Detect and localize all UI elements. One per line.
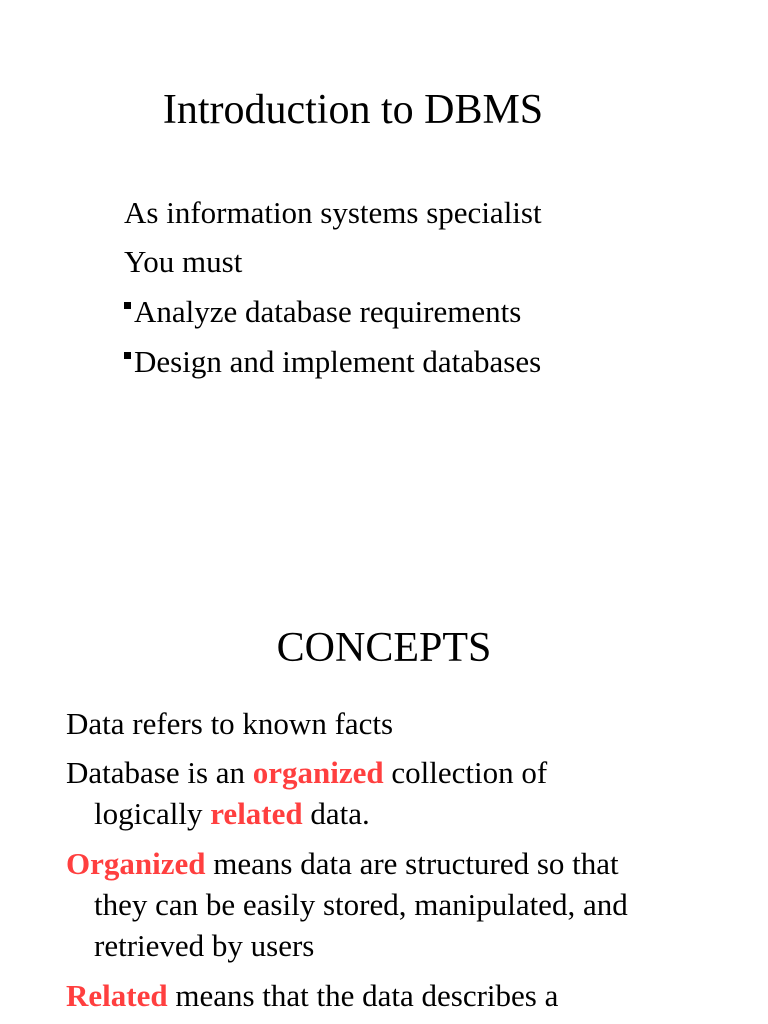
slide-title: Introduction to DBMS (162, 87, 544, 133)
highlight-term: organized (252, 755, 384, 790)
lead-line: You must (124, 244, 243, 279)
organized-definition-line-2: they can be easily stored, manipulated, and (94, 887, 628, 922)
square-bullet-icon (124, 352, 131, 359)
square-bullet-icon (124, 302, 131, 309)
organized-definition-line-1 (66, 848, 619, 879)
definition-text: means that the data describes a (167, 978, 559, 1013)
intro-line: As information systems specialist (124, 195, 542, 230)
highlight-term: Related (66, 978, 168, 1013)
data-definition: Data refers to known facts (66, 706, 394, 741)
highlight-term: related (210, 796, 303, 831)
bullet-text: Design and implement databases (134, 344, 542, 379)
slide-title: CONCEPTS (276, 625, 492, 671)
bullet-item (124, 296, 521, 327)
database-definition-line-1 (66, 757, 547, 788)
bullet-item (124, 346, 541, 377)
database-definition-line-2 (94, 798, 370, 829)
definition-text: logically (94, 796, 211, 831)
related-definition-line-1 (66, 980, 558, 1011)
definition-text: collection of (383, 755, 548, 790)
highlight-term: Organized (66, 846, 206, 881)
definition-text: means data are structured so that (205, 846, 619, 881)
definition-text: Database is an (66, 755, 253, 790)
bullet-text: Analyze database requirements (134, 294, 522, 329)
organized-definition-line-3: retrieved by users (94, 928, 315, 963)
definition-text: data. (302, 796, 370, 831)
